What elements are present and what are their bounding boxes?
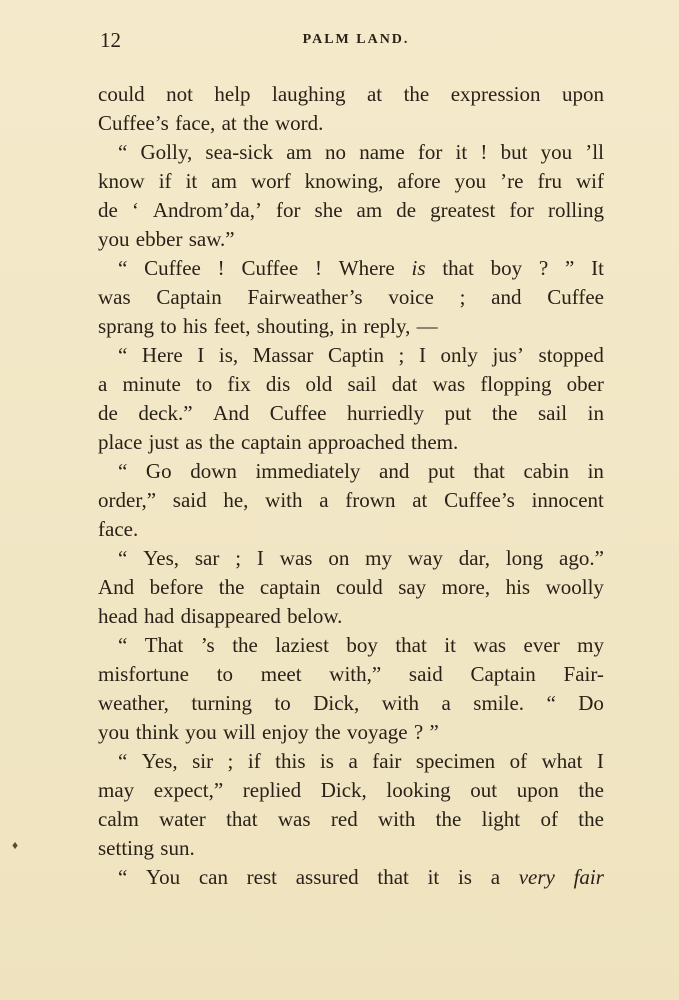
word: “ <box>118 140 128 164</box>
word: name <box>359 140 405 164</box>
word: if <box>247 749 261 773</box>
word: laughing <box>272 82 346 106</box>
word: you <box>540 140 573 164</box>
word: Dick, <box>320 778 367 802</box>
word: assured <box>295 865 359 889</box>
word: Cuffee <box>547 285 604 309</box>
word: Cuffee’s <box>444 488 515 512</box>
word: Cuffee <box>241 256 299 280</box>
word: jus’ <box>492 343 524 367</box>
word: Here <box>141 343 183 367</box>
word: boy <box>346 633 378 657</box>
word: knowing, <box>304 169 384 193</box>
word: am <box>211 169 237 193</box>
word: saw.” <box>188 227 235 251</box>
word: he, <box>223 488 249 512</box>
word: “ <box>118 459 128 483</box>
word: she <box>314 198 343 222</box>
word: worf <box>250 169 291 193</box>
text-line <box>98 312 604 341</box>
word: not <box>166 82 193 106</box>
word: captain <box>240 430 302 454</box>
word: as <box>185 430 203 454</box>
word: the <box>232 633 258 657</box>
text-line <box>98 225 604 254</box>
word: to <box>216 662 234 686</box>
word: minute <box>122 372 181 396</box>
word: immediately <box>255 459 361 483</box>
word: at <box>412 488 428 512</box>
word: expect,” <box>153 778 224 802</box>
word: is, <box>218 343 239 367</box>
text-line <box>98 863 604 892</box>
word: And <box>213 401 250 425</box>
word: you <box>185 720 217 744</box>
word: in <box>340 314 358 338</box>
word: sea-sick <box>205 140 274 164</box>
text-line <box>98 834 604 863</box>
word: hurriedly <box>346 401 424 425</box>
word: a <box>319 488 329 512</box>
word: help <box>214 82 251 106</box>
word: “ <box>118 546 128 570</box>
margin-mark: ♦ <box>12 838 19 852</box>
word: the <box>243 111 269 135</box>
word: ago.” <box>559 546 604 570</box>
text-line <box>98 457 604 486</box>
word: Golly, <box>140 140 193 164</box>
word: you <box>98 227 130 251</box>
word: the <box>314 720 341 744</box>
word: at <box>366 82 383 106</box>
word: the <box>578 807 604 831</box>
word: ; <box>459 285 466 309</box>
word: put <box>444 401 472 425</box>
word: “ <box>118 343 128 367</box>
word: am <box>356 198 383 222</box>
word: just <box>148 430 179 454</box>
word: that <box>226 807 258 831</box>
word: sar <box>194 546 220 570</box>
text-line <box>98 428 604 457</box>
word: say <box>398 575 427 599</box>
word: fix <box>227 372 251 396</box>
word: at <box>221 111 237 135</box>
word: for <box>509 198 534 222</box>
word: for <box>275 198 301 222</box>
word: a <box>348 749 358 773</box>
word: light <box>481 807 521 831</box>
word: before <box>149 575 204 599</box>
word: sun. <box>160 836 195 860</box>
word: if <box>158 169 172 193</box>
word: is <box>319 749 334 773</box>
word: that <box>473 459 505 483</box>
word: with <box>265 488 303 512</box>
word: it <box>427 865 440 889</box>
word: Massar <box>252 343 314 367</box>
word: word. <box>274 111 324 135</box>
word: fru <box>537 169 562 193</box>
word: ever <box>523 633 560 657</box>
text-line <box>98 776 604 805</box>
word: but <box>500 140 528 164</box>
word: cabin <box>523 459 569 483</box>
word: de <box>98 198 118 222</box>
word: to <box>160 314 177 338</box>
page-number: 12 <box>100 28 121 52</box>
text-line <box>98 109 604 138</box>
word: you <box>454 169 487 193</box>
word: woolly <box>545 575 604 599</box>
word: It <box>591 256 604 280</box>
word: Cuffee <box>144 256 201 280</box>
word: of <box>509 749 528 773</box>
word: deck.” <box>138 401 193 425</box>
word: rolling <box>547 198 604 222</box>
word: reply, <box>363 314 411 338</box>
word: on <box>328 546 350 570</box>
word: flopping <box>480 372 552 396</box>
word: upon <box>561 82 604 106</box>
word: meet <box>260 662 302 686</box>
word: the <box>578 778 604 802</box>
word: put <box>427 459 455 483</box>
word: ! <box>314 256 322 280</box>
word: ; <box>398 343 405 367</box>
text-line <box>98 80 604 109</box>
word: laziest <box>275 633 329 657</box>
word: “ <box>118 865 128 889</box>
word: greatest <box>430 198 496 222</box>
text-line <box>98 370 604 399</box>
word: boy <box>490 256 523 280</box>
word: smile. <box>473 691 525 715</box>
word: sail <box>347 372 377 396</box>
text-line <box>98 660 604 689</box>
word: setting <box>98 836 154 860</box>
word: the <box>209 430 235 454</box>
text-line <box>98 196 604 225</box>
word: innocent <box>531 488 604 512</box>
word: way <box>407 546 443 570</box>
word: this <box>275 749 306 773</box>
word: frown <box>345 488 396 512</box>
word: That <box>144 633 184 657</box>
word: sir <box>192 749 214 773</box>
body-text <box>98 80 604 892</box>
word: the <box>435 807 462 831</box>
word: ’s <box>200 633 215 657</box>
word: Dick, <box>313 691 360 715</box>
word: I <box>197 343 205 367</box>
word: ! <box>480 140 488 164</box>
word: voyage <box>346 720 408 744</box>
word: a <box>98 372 108 396</box>
word: is <box>411 256 426 280</box>
word: am <box>286 140 312 164</box>
word: I <box>256 546 264 570</box>
word: and <box>379 459 410 483</box>
word: Cuffee <box>269 401 327 425</box>
word: misfortune <box>98 662 189 686</box>
word: ’re <box>500 169 524 193</box>
word: ” <box>429 720 439 744</box>
word: his <box>182 314 208 338</box>
word: head <box>98 604 138 628</box>
word: had <box>143 604 175 628</box>
word: expression <box>450 82 541 106</box>
text-line <box>98 544 604 573</box>
word: sail <box>537 401 568 425</box>
word: rest <box>246 865 277 889</box>
word: “ <box>118 256 128 280</box>
word: And <box>98 575 135 599</box>
word: ; <box>235 546 242 570</box>
word: — <box>416 314 438 338</box>
word: ? <box>538 256 549 280</box>
word: it <box>185 169 198 193</box>
word: it <box>444 633 456 657</box>
text-line <box>98 631 604 660</box>
word: face, <box>175 111 216 135</box>
word: it <box>455 140 468 164</box>
word: of <box>540 807 558 831</box>
word: Captain <box>470 662 536 686</box>
word: to <box>195 372 213 396</box>
word: Do <box>578 691 604 715</box>
word: that <box>442 256 474 280</box>
word: my <box>577 633 604 657</box>
word: dat <box>391 372 418 396</box>
text-line <box>98 747 604 776</box>
word: voice <box>388 285 434 309</box>
text-line <box>98 486 604 515</box>
text-line <box>98 283 604 312</box>
word: replied <box>242 778 302 802</box>
word: will <box>223 720 256 744</box>
word: enjoy <box>262 720 309 744</box>
word: long <box>505 546 544 570</box>
word: fair <box>372 749 402 773</box>
word: ’ll <box>585 140 604 164</box>
word: order,” <box>98 488 157 512</box>
word: ebber <box>135 227 183 251</box>
word: Fair- <box>563 662 604 686</box>
word: could <box>98 82 145 106</box>
word: turning <box>191 691 252 715</box>
word: de <box>396 198 417 222</box>
word: Where <box>338 256 395 280</box>
text-line <box>98 602 604 631</box>
word: place <box>98 430 143 454</box>
running-title: PALM LAND. <box>302 32 410 47</box>
word: ; <box>227 749 234 773</box>
word: wif <box>576 169 604 193</box>
word: Captin <box>327 343 384 367</box>
word: Captain <box>156 285 222 309</box>
text-line <box>98 718 604 747</box>
word: approached <box>307 430 405 454</box>
word: dis <box>265 372 291 396</box>
word: de <box>98 401 118 425</box>
word: is <box>457 865 472 889</box>
word: ” <box>564 256 575 280</box>
word: with <box>381 691 420 715</box>
word: in <box>587 459 604 483</box>
word: feet, <box>213 314 251 338</box>
word: Fairweather’s <box>247 285 363 309</box>
word: upon <box>516 778 559 802</box>
word: my <box>365 546 393 570</box>
word: shouting, <box>256 314 335 338</box>
word: with,” <box>329 662 382 686</box>
word: for <box>417 140 443 164</box>
word: sprang <box>98 314 154 338</box>
word: and <box>491 285 522 309</box>
word: you <box>98 720 130 744</box>
word: old <box>305 372 333 396</box>
word: afore <box>397 169 441 193</box>
text-line <box>98 167 604 196</box>
word: can <box>198 865 228 889</box>
word: Yes, <box>141 749 178 773</box>
word: I <box>596 749 604 773</box>
word: “ <box>118 633 128 657</box>
word: fair <box>573 865 604 889</box>
word: more, <box>441 575 491 599</box>
word: ? <box>413 720 424 744</box>
word: below. <box>287 604 343 628</box>
text-line <box>98 689 604 718</box>
word: the <box>403 82 430 106</box>
word: looking <box>386 778 451 802</box>
word: was <box>432 372 466 396</box>
word: said <box>172 488 207 512</box>
word: out <box>470 778 498 802</box>
word: ! <box>217 256 225 280</box>
word: a <box>441 691 451 715</box>
word: was <box>277 807 311 831</box>
text-line <box>98 341 604 370</box>
word: Cuffee’s <box>98 111 169 135</box>
word: red <box>330 807 358 831</box>
word: Yes, <box>143 546 179 570</box>
word: You <box>146 865 181 889</box>
word: captain <box>259 575 321 599</box>
word: was <box>98 285 131 309</box>
word: specimen <box>415 749 496 773</box>
word: ober <box>566 372 604 396</box>
word: Androm’da,’ <box>152 198 262 222</box>
word: ‘ <box>131 198 139 222</box>
word: that <box>395 633 427 657</box>
text-line <box>98 573 604 602</box>
text-line <box>98 138 604 167</box>
word: was <box>279 546 313 570</box>
word: weather, <box>98 691 169 715</box>
word: water <box>159 807 206 831</box>
word: only <box>440 343 478 367</box>
word: the <box>218 575 245 599</box>
word: with <box>378 807 416 831</box>
word: “ <box>546 691 556 715</box>
word: no <box>325 140 347 164</box>
word: very <box>518 865 555 889</box>
word: could <box>336 575 383 599</box>
word: calm <box>98 807 139 831</box>
word: know <box>98 169 145 193</box>
word: the <box>491 401 518 425</box>
word: stopped <box>538 343 604 367</box>
word: think <box>135 720 179 744</box>
word: down <box>190 459 237 483</box>
word: dar, <box>458 546 490 570</box>
word: in <box>587 401 604 425</box>
text-line <box>98 515 604 544</box>
word: that <box>377 865 409 889</box>
word: them. <box>411 430 459 454</box>
word: said <box>408 662 443 686</box>
word: Go <box>145 459 172 483</box>
word: “ <box>118 749 128 773</box>
word: was <box>473 633 507 657</box>
word: disappeared <box>180 604 281 628</box>
text-line <box>98 805 604 834</box>
word: his <box>505 575 531 599</box>
word: a <box>490 865 501 889</box>
text-line <box>98 254 604 283</box>
text-line <box>98 399 604 428</box>
word: face. <box>98 517 139 541</box>
word: what <box>541 749 583 773</box>
word: may <box>98 778 135 802</box>
word: I <box>418 343 426 367</box>
page-header <box>100 28 612 58</box>
word: to <box>274 691 291 715</box>
